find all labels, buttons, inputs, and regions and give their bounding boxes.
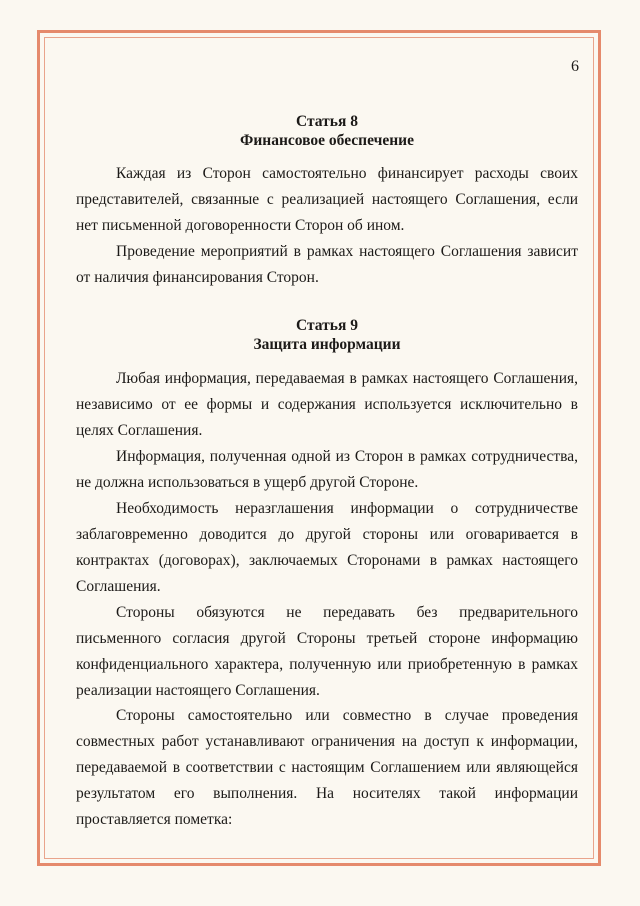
article-9-paragraph: Информация, полученная одной из Сторон в рамках сотрудничества, не должна использоваться в ущерб другой Стороне.	[76, 448, 578, 491]
article-9-paragraph: Стороны обязуются не передавать без предварительного письменного согласия другой Стороны третьей стороне информацию конфиденциального характера, полученную или приобретенную в рамках реализации настоящего Соглашения.	[76, 604, 578, 699]
article-9-paragraph: Стороны самостоятельно или совместно в случае проведения совместных работ устанавливают ограничения на доступ к информации, передаваемой в соответствии с настоящим Соглашением или являющейся результатом его выполнения. На носителях такой информации проставляется пометка:	[76, 707, 578, 828]
article-8-number: Статья 8	[296, 113, 358, 130]
article-8-paragraph: Каждая из Сторон самостоятельно финансирует расходы своих представителей, связанные с реализацией настоящего Соглашения, если нет письменной договоренности Сторон об ином.	[76, 165, 578, 234]
article-9-number: Статья 9	[296, 317, 358, 334]
article-8-title: Финансовое обеспечение	[240, 132, 414, 149]
article-9-paragraph: Любая информация, передаваемая в рамках настоящего Соглашения, независимо от ее формы и содержания используется исключительно в целях Соглашения.	[76, 370, 578, 439]
article-8-paragraph: Проведение мероприятий в рамках настоящего Соглашения зависит от наличия финансирования Сторон.	[76, 243, 578, 286]
article-9-paragraph: Необходимость неразглашения информации о сотрудничестве заблаговременно доводится до другой стороны или оговаривается в контрактах (договорах), заключаемых Сторонами в рамках настоящего Соглашения.	[76, 500, 578, 595]
page-number: 6	[571, 58, 579, 75]
article-9-title: Защита информации	[253, 336, 401, 353]
